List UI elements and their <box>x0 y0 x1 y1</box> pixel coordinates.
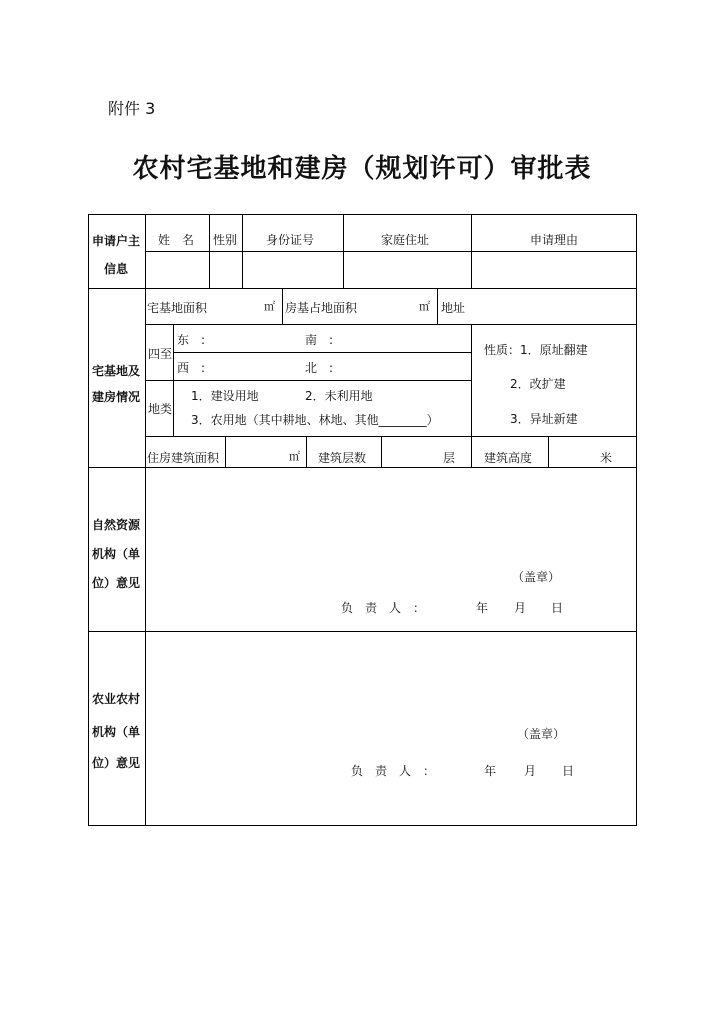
west-label: 西 : <box>177 361 206 375</box>
day-label: 日 <box>551 601 564 615</box>
row-divider <box>145 380 471 381</box>
homestead-label: 建房情况 <box>92 390 141 404</box>
floors-label: 建筑层数 <box>318 451 367 465</box>
address-label: 地址 <box>441 301 466 315</box>
agri-opinion-label: 位）意见 <box>92 756 141 770</box>
south-label: 南 : <box>305 333 334 347</box>
boundary-label: 四至 <box>148 347 173 361</box>
row-divider <box>145 436 637 437</box>
row-divider <box>145 324 637 325</box>
col-divider <box>343 214 344 288</box>
land-type-label: 地类 <box>148 402 173 416</box>
col-divider <box>242 214 243 288</box>
north-label: 北 : <box>305 361 334 375</box>
east-label: 东 : <box>177 333 206 347</box>
day-label: 日 <box>562 764 575 778</box>
land-option-1: 1．建设用地 <box>191 389 259 403</box>
nature-option-2: 2．改扩建 <box>510 377 566 391</box>
label-column-divider <box>145 214 146 826</box>
resource-opinion-label: 机构（单 <box>92 547 141 561</box>
build-area-label: 住房建筑面积 <box>147 451 220 465</box>
applicant-label: 信息 <box>104 262 129 276</box>
height-label: 建筑高度 <box>484 451 533 465</box>
year-label: 年 <box>484 764 497 778</box>
homestead-area-label: 宅基地面积 <box>147 301 208 315</box>
col-divider <box>437 288 438 324</box>
seal-mark: （盖章） <box>512 570 561 584</box>
month-label: 月 <box>524 764 537 778</box>
col-divider <box>471 214 472 288</box>
col-divider <box>282 288 283 324</box>
unit-m2: ㎡ <box>419 300 430 313</box>
table-border-left <box>88 214 89 826</box>
nature-option-3: 3．异址新建 <box>510 412 578 426</box>
header-gender: 性别 <box>213 233 238 247</box>
land-option-3: 3．农用地（其中耕地、林地、其他________） <box>191 413 439 427</box>
table-border-bottom <box>88 825 637 826</box>
resource-opinion-label: 位）意见 <box>92 576 141 590</box>
responsible-person-label: 负 责 人 ： <box>351 764 436 778</box>
table-border-top <box>88 214 637 215</box>
col-divider <box>471 324 472 436</box>
col-divider <box>306 436 307 467</box>
row-divider <box>145 251 637 252</box>
resource-opinion-label: 自然资源 <box>92 518 141 532</box>
agri-opinion-label: 农业农村 <box>92 692 141 706</box>
attachment-label: 附件 3 <box>108 99 156 118</box>
agri-opinion-label: 机构（单 <box>92 725 141 739</box>
month-label: 月 <box>514 601 527 615</box>
responsible-person-label: 负 责 人 ： <box>341 601 426 615</box>
page-title: 农村宅基地和建房（规划许可）审批表 <box>132 154 592 184</box>
land-option-2: 2．未利用地 <box>305 389 373 403</box>
unit-m2: ㎡ <box>289 450 300 463</box>
header-id-number: 身份证号 <box>266 233 315 247</box>
homestead-label: 宅基地及 <box>92 364 141 378</box>
col-divider <box>471 436 472 467</box>
header-reason: 申请理由 <box>530 233 579 247</box>
col-divider <box>548 436 549 467</box>
header-name: 姓 名 <box>158 233 195 247</box>
section-divider <box>88 631 637 632</box>
header-home-address: 家庭住址 <box>381 233 430 247</box>
house-area-label: 房基占地面积 <box>285 301 358 315</box>
applicant-label: 申请户主 <box>92 234 141 248</box>
year-label: 年 <box>476 601 489 615</box>
section-divider <box>88 467 637 468</box>
floors-unit: 层 <box>443 451 456 465</box>
height-unit: 米 <box>600 451 613 465</box>
nature-option-1: 性质：1．原址翻建 <box>484 343 588 357</box>
seal-mark: （盖章） <box>517 727 566 741</box>
row-divider <box>173 352 471 353</box>
col-divider <box>209 214 210 288</box>
col-divider <box>225 436 226 467</box>
unit-m2: ㎡ <box>264 300 275 313</box>
col-divider <box>381 436 382 467</box>
section-divider <box>88 288 637 289</box>
table-border-right <box>636 214 637 826</box>
